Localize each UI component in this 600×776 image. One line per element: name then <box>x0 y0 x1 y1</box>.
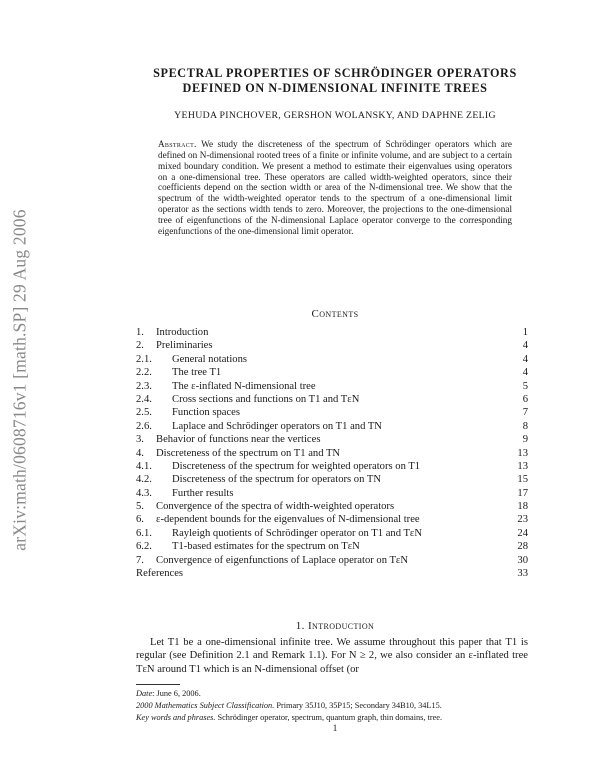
toc-entry-page: 13 <box>517 447 528 459</box>
introduction-body <box>136 636 528 676</box>
toc-entry[interactable] <box>136 326 528 339</box>
paper-title-line-1: SPECTRAL PROPERTIES OF SCHRÖDINGER OPERATORS <box>153 66 517 80</box>
toc-entry-title: ε-dependent bounds for the eigenvalues of N-dimensional tree <box>156 514 420 526</box>
toc-entry[interactable] <box>136 527 528 540</box>
toc-entry-title: Rayleigh quotients of Schrödinger operator on T1 and TεN <box>172 527 423 539</box>
toc-entry[interactable] <box>136 366 528 379</box>
toc-entry-title: General notations <box>172 353 248 365</box>
toc-entry-page: 5 <box>522 380 528 392</box>
introduction-paragraph: Let T1 be a one-dimensional infinite tree. We assume throughout this paper that T1 is regular (see Definition 2.1 and Remark 1.1). For N ≥ 2, we also consider an ε-inflated tree TεN around T1 which is an N-dimensional offset (or <box>136 637 528 675</box>
toc-entry-page: 7 <box>522 407 528 419</box>
abstract <box>158 139 512 237</box>
toc-entry[interactable] <box>136 380 528 393</box>
toc-entry-page: 23 <box>517 514 528 526</box>
section-title-introduction: 1. Introduction <box>295 620 375 632</box>
toc-entry-title: Discreteness of the spectrum on T1 and TN <box>156 447 341 459</box>
toc-entry-page: 28 <box>517 541 528 553</box>
toc-entry-title: The ε-inflated N-dimensional tree <box>172 380 316 392</box>
toc-entry-page: 24 <box>517 527 528 539</box>
toc-entry-page: 9 <box>522 434 528 446</box>
toc-entry[interactable] <box>136 447 528 460</box>
toc-entry-page: 4 <box>522 367 528 379</box>
toc-entry-title: Discreteness of the spectrum for weighted operators on T1 <box>172 460 421 472</box>
toc-entry-title: Further results <box>172 487 234 499</box>
toc-entry-number: 7. <box>136 554 144 566</box>
toc-entry-title: Cross sections and functions on T1 and TεN <box>172 393 360 405</box>
toc-entry-page: 18 <box>517 501 528 513</box>
footnote-keywords-value: Schrödinger operator, spectrum, quantum graph, thin domains, tree. <box>215 713 443 722</box>
toc-entry-title: Convergence of the spectra of width-weighted operators <box>156 501 395 513</box>
toc-entry-number: 3. <box>136 434 144 446</box>
toc-entry-page: 30 <box>517 554 528 566</box>
page-number: 1 <box>332 724 338 734</box>
toc-entry[interactable] <box>136 460 528 473</box>
arxiv-stamp <box>0 150 40 610</box>
toc-entry-page: 1 <box>522 327 528 338</box>
toc-entry[interactable] <box>136 473 528 486</box>
toc-entry-number: 6. <box>136 514 144 526</box>
toc-entry-page: 17 <box>517 487 528 499</box>
toc-entry[interactable] <box>136 554 528 567</box>
toc-entry-title: Discreteness of the spectrum for operators on TN <box>172 474 381 486</box>
abstract-text: We study the discreteness of the spectrum of Schrödinger operators which are defined on N-dimensional rooted trees of a finite or infinite volume, and are subject to a certain mixed boundary condition. We present a method to estimate their eigenvalues using operators on a one-dimensional tree. These operators are called width-weighted operators, since their coefficients depend on the section width or area of the N-dimensional tree. We show that the spectrum of the width-weighted operator tends to the spectrum of a one-dimensional limit operator as the sections width tends to zero. Moreover, the projections to the one-dimensional tree of eigenfunctions of the N-dimensional Laplace operator converge to the corresponding eigenfunctions of the one-dimensional limit operator. <box>158 139 512 236</box>
footnote-date-label: Date <box>136 689 153 698</box>
toc-entry-page: 33 <box>517 568 528 580</box>
contents-title: Contents <box>311 308 359 320</box>
toc-entry-number: 1. <box>136 327 144 338</box>
toc-entry-page: 4 <box>522 353 528 365</box>
toc-entry[interactable] <box>136 487 528 500</box>
toc-entry-page: 13 <box>517 460 528 472</box>
toc-entry[interactable] <box>136 513 528 526</box>
footnote-date <box>136 688 528 700</box>
toc-entry-title: References <box>136 568 184 580</box>
toc-entry-title: Laplace and Schrödinger operators on T1 and TN <box>172 420 382 432</box>
toc-entry[interactable] <box>136 353 528 366</box>
toc-entry-title: Introduction <box>156 327 209 338</box>
toc-entry-number: 2.6. <box>136 420 152 432</box>
toc-entry-title: Preliminaries <box>156 340 213 352</box>
toc-entry[interactable] <box>136 406 528 419</box>
footnote-msc-label: 2000 Mathematics Subject Classification. <box>136 701 275 710</box>
toc-entry-title: Behavior of functions near the vertices <box>156 434 321 446</box>
footnote-msc <box>136 700 528 712</box>
toc-entry[interactable] <box>136 500 528 513</box>
toc-entry[interactable] <box>136 540 528 553</box>
toc-entry-number: 4.1. <box>136 460 152 472</box>
footnote-rule <box>136 684 180 685</box>
toc-entry-number: 2.4. <box>136 393 152 405</box>
footnote-date-value: : June 6, 2006. <box>152 689 201 698</box>
toc-entry[interactable] <box>136 393 528 406</box>
toc-entry-number: 2.3. <box>136 380 152 392</box>
toc-entry-title: T1-based estimates for the spectrum on TεN <box>172 541 360 553</box>
table-of-contents <box>136 326 528 580</box>
toc-entry-number: 6.2. <box>136 541 152 553</box>
toc-entry-number: 2. <box>136 340 144 352</box>
toc-entry-page: 6 <box>522 393 528 405</box>
toc-entry-title: Convergence of eigenfunctions of Laplace operator on TεN <box>156 554 409 566</box>
arxiv-stamp-text: arXiv:math/0608716v1 [math.SP] 29 Aug 2006 <box>9 209 30 551</box>
toc-entry-number: 2.1. <box>136 353 152 365</box>
toc-entry-title: The tree T1 <box>172 367 222 379</box>
abstract-label: Abstract. <box>158 139 197 149</box>
toc-entry-number: 4.3. <box>136 487 152 499</box>
toc-entry[interactable] <box>136 420 528 433</box>
footnote-keywords-label: Key words and phrases. <box>136 713 216 722</box>
toc-entry-number: 2.2. <box>136 367 152 379</box>
toc-entry-page: 4 <box>522 340 528 352</box>
toc-entry-page: 8 <box>522 420 528 432</box>
toc-entry-number: 6.1. <box>136 527 152 539</box>
toc-entry[interactable] <box>136 339 528 352</box>
toc-entry-number: 4. <box>136 447 144 459</box>
toc-entry[interactable] <box>136 567 528 580</box>
toc-entry[interactable] <box>136 433 528 446</box>
footnotes <box>136 688 528 724</box>
footnote-keywords <box>136 712 528 724</box>
authors: YEHUDA PINCHOVER, GERSHON WOLANSKY, AND DAPHNE ZELIG <box>174 110 496 121</box>
toc-entry-number: 5. <box>136 501 144 513</box>
toc-entry-page: 15 <box>517 474 528 486</box>
footnote-msc-value: Primary 35J10, 35P15; Secondary 34B10, 34L15. <box>274 701 442 710</box>
toc-entry-number: 2.5. <box>136 407 152 419</box>
toc-entry-title: Function spaces <box>172 407 240 419</box>
toc-entry-number: 4.2. <box>136 474 152 486</box>
paper-title-line-2: DEFINED ON N-DIMENSIONAL INFINITE TREES <box>182 81 488 95</box>
